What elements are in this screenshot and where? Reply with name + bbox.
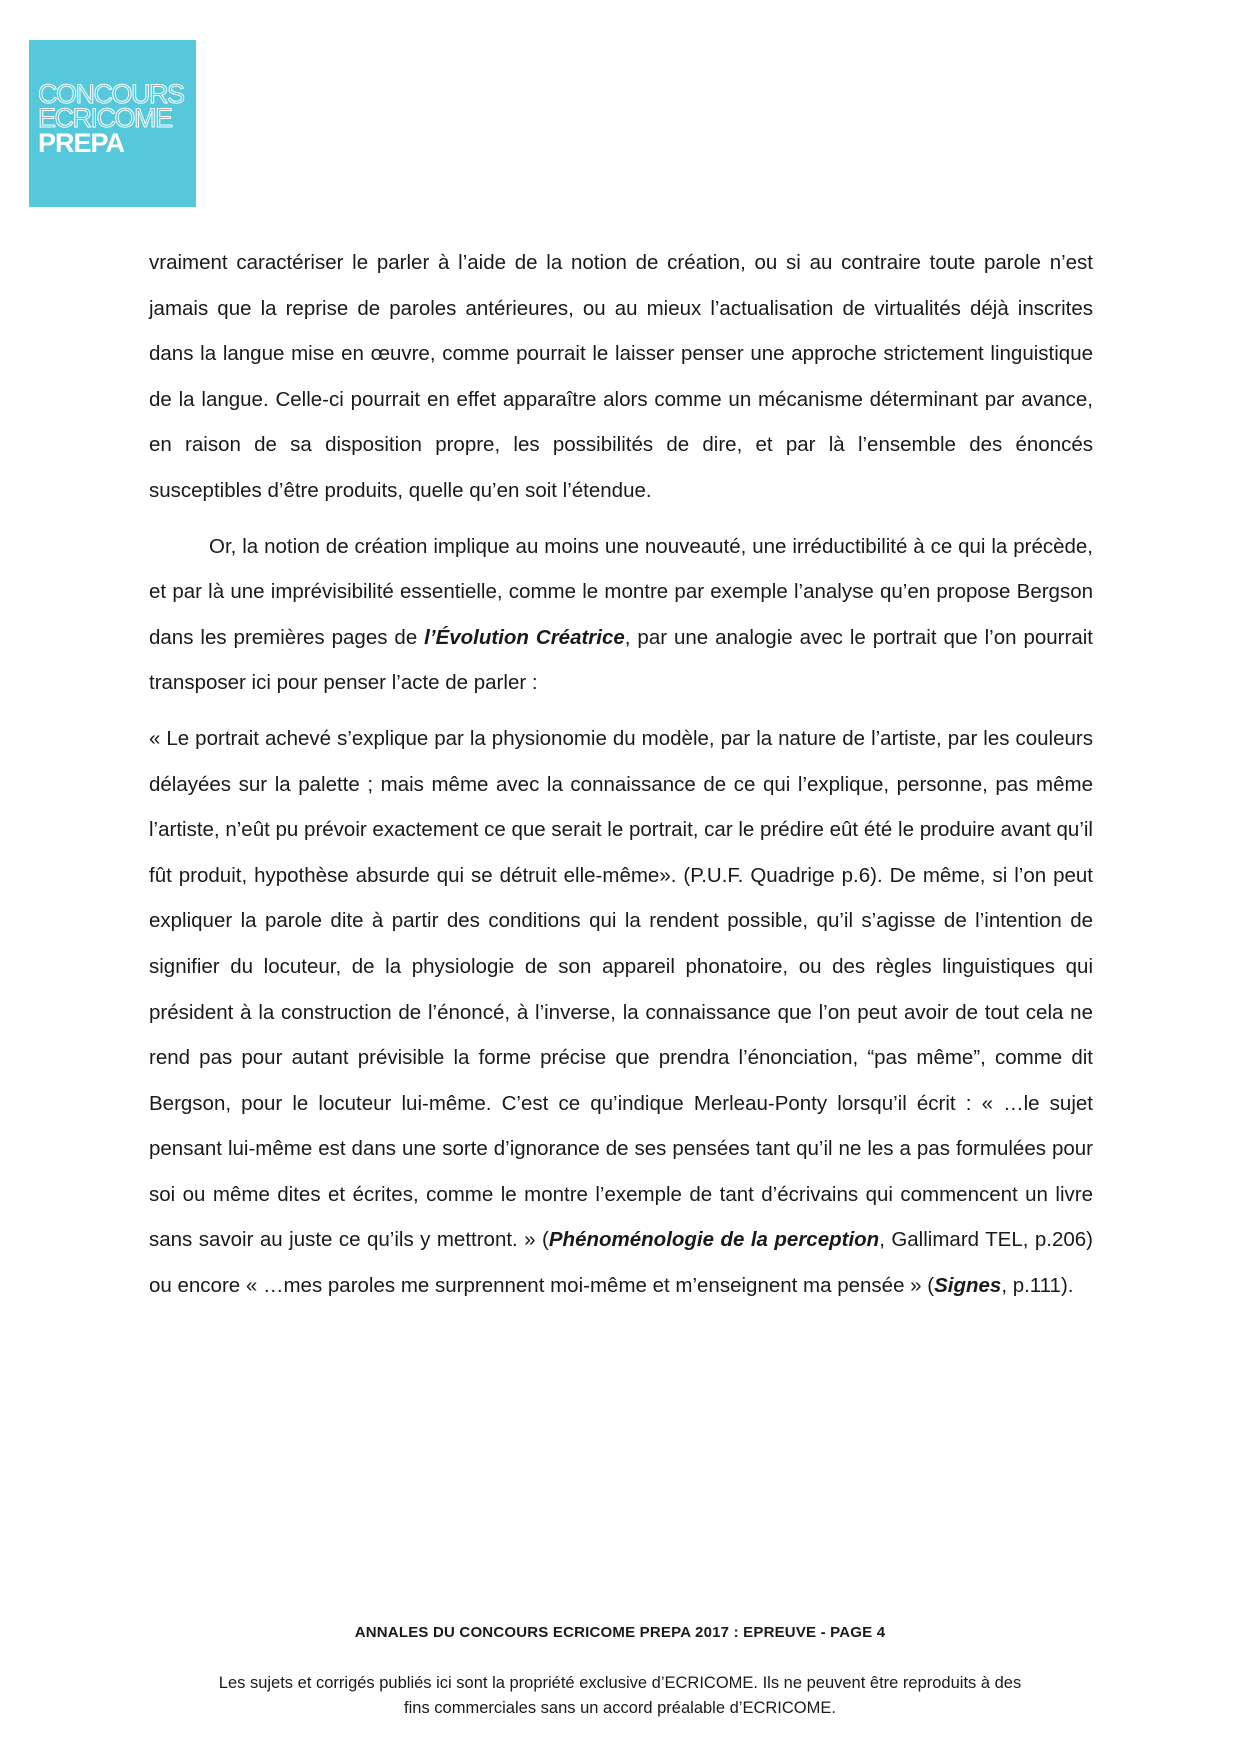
footer-note-line-1: Les sujets et corrigés publiés ici sont la propriété exclusive d’ECRICOME. Ils ne peuvent être reproduits à des — [218, 1674, 1022, 1692]
document-body — [149, 240, 1093, 1309]
paragraph-2-text-a: Or, la notion de création implique au moins une nouveauté, une irréductibilité à ce qui la précède, et par là une imprévisibilité essentielle, comme le montre par exemple l’analyse qu’en propose Bergson dans les premières pages de — [149, 534, 1093, 649]
concours-ecricome-prepa-logo — [29, 40, 196, 207]
paragraph-2 — [149, 524, 1093, 706]
footer-title: ANNALES DU CONCOURS ECRICOME PREPA 2017 : EPREUVE - PAGE 4 — [354, 1624, 886, 1641]
paragraph-3-text-c: , p.111). — [1001, 1274, 1074, 1298]
footer-copyright-note — [150, 1671, 1090, 1721]
footer-note-line-2: fins commerciales sans un accord préalable d’ECRICOME. — [404, 1699, 836, 1717]
paragraph-1-text: vraiment caractériser le parler à l’aide de la notion de création, ou si au contraire toute parole n’est jamais que la reprise de paroles antérieures, ou au mieux l’actualisation de virtualités déjà inscrites dans la langue mise en œuvre, comme pourrait le laisser penser une approche strictement linguistique de la langue. Celle-ci pourrait en effet apparaître alors comme un mécanisme déterminant par avance, en raison de sa disposition propre, les possibilités de dire, et par là l’ensemble des énoncés susceptibles d’être produits, quelle qu’en soit l’étendue. — [149, 251, 1093, 502]
book-title-signes: Signes — [934, 1274, 1002, 1298]
paragraph-2-text-b: , par une analogie avec le portrait que l’on pourrait transposer ici pour penser l’acte de parler : — [149, 625, 1093, 695]
paragraph-3-text-b: , Gallimard TEL, p.206) ou encore « …mes paroles me surprennent moi-même et m’enseignent ma pensée » ( — [149, 1228, 1093, 1298]
logo-line-concours: CONCOURS — [38, 79, 184, 109]
paragraph-1 — [149, 240, 1093, 514]
logo-line-prepa: PREPA — [38, 128, 125, 158]
book-title-phenomenologie: Phénoménologie de la perception — [548, 1228, 880, 1252]
logo-line-ecricome: ECRICOME — [38, 103, 172, 133]
paragraph-3 — [149, 716, 1093, 1309]
book-title-evolution-creatrice: l’Évolution Créatrice — [424, 625, 625, 649]
paragraph-3-text-a: « Le portrait achevé s’explique par la physionomie du modèle, par la nature de l’artiste, par les couleurs délayées sur la palette ; mais même avec la connaissance de ce qui l’explique, personne, pas même l’artiste, n’eût pu prévoir exactement ce que serait le portrait, car le prédire eût été le produire avant qu’il fût produit, hypothèse absurde qui se détruit elle-même». (P.U.F. Quadrige p.6). De même, si l’on peut expliquer la parole dite à partir des conditions qui la rendent possible, qu’il s’agisse de l’intention de signifier du locuteur, de la physiologie de son appareil phonatoire, ou des règles linguistiques qui président à la construction de l’énoncé, à l’inverse, la connaissance que l’on peut avoir de tout cela ne rend pas pour autant prévisible la forme précise que prendra l’énonciation, “pas même”, comme dit Bergson, pour le locuteur lui-même. C’est ce qu’indique Merleau-Ponty lorsqu’il écrit : « …le sujet pensant lui-même est dans une sorte d’ignorance de ses pensées tant qu’il ne les a pas formulées pour soi ou même dites et écrites, comme le montre l’exemple de tant d’écrivains qui commencent un livre sans savoir au juste ce qu’ils y mettront. » ( — [149, 726, 1093, 1252]
